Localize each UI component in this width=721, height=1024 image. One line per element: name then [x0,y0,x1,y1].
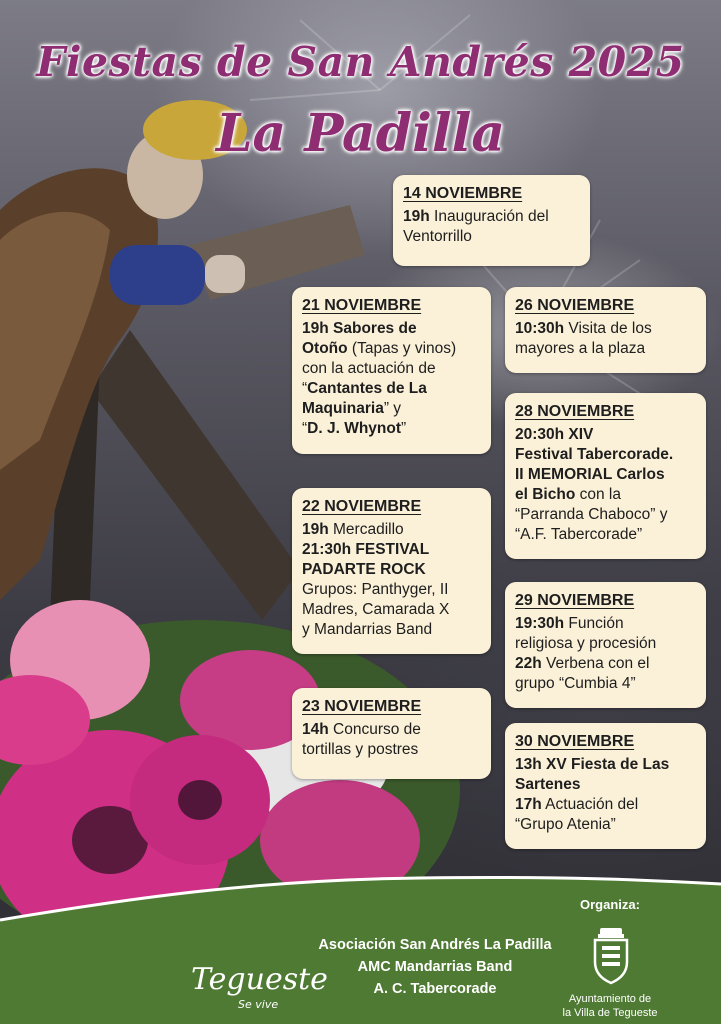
event-line [302,580,481,600]
event-card-29-noviembre [505,582,706,708]
event-line [515,445,696,465]
event-line [403,207,580,227]
event-text: (Tapas y vinos) [347,340,457,357]
event-date: 29 NOVIEMBRE [515,592,635,609]
event-text: y Mandarrias Band [302,621,433,638]
event-card-22-noviembre [292,488,491,654]
event-date: 26 NOVIEMBRE [515,297,635,314]
event-text: Festival Tabercorade. [515,446,674,463]
event-line [515,795,696,815]
organizer-name: AMC Mandarrias Band [357,959,513,975]
organiza-label: Organiza: [580,897,640,912]
event-card-21-noviembre [292,287,491,454]
event-text: PADARTE ROCK [302,561,426,578]
event-date: 14 NOVIEMBRE [403,185,523,202]
event-text: con la [575,486,621,503]
event-line [515,674,696,694]
event-text: Actuación del [541,796,639,813]
event-text: 19h Sabores de [302,320,417,337]
organizer-name: A. C. Tabercorade [373,981,497,997]
poster-subtitle: La Padilla [215,103,506,164]
event-date: 23 NOVIEMBRE [302,698,422,715]
event-line [515,425,696,445]
event-card-26-noviembre [505,287,706,373]
event-text: tortillas y postres [302,741,419,758]
event-text: Verbena con el [541,655,650,672]
poster-title: Fiestas de San Andrés 2025 [36,38,685,86]
tegueste-slogan: Se vive [238,998,279,1011]
tegueste-logo-text: Tegueste [191,962,328,997]
event-text: 13h XV Fiesta de Las [515,756,670,773]
event-text: Mercadillo [328,521,404,538]
event-text: “Parranda Chaboco” y [515,506,668,523]
event-date: 30 NOVIEMBRE [515,733,635,750]
event-line [515,755,696,775]
event-card-30-noviembre [505,723,706,849]
event-text: Madres, Camarada X [302,601,450,618]
event-card-28-noviembre [505,393,706,559]
event-line [515,815,696,835]
event-text: grupo “Cumbia 4” [515,675,636,692]
event-text: Cantantes de La [307,380,427,397]
event-text: 10:30h [515,320,565,337]
coat-of-arms-icon [590,926,632,986]
event-text: 14h [302,721,329,738]
event-text: 19:30h [515,615,565,632]
council-name: Ayuntamiento de [568,993,652,1005]
event-text: Visita de los [564,320,652,337]
event-date: 22 NOVIEMBRE [302,498,422,515]
council-name: la Villa de Tegueste [562,1007,658,1019]
event-text: 17h [515,796,542,813]
event-card-23-noviembre [292,688,491,779]
event-text: “Grupo Atenia” [515,816,616,833]
event-text: religiosa y procesión [515,635,657,652]
event-text: Grupos: Panthyger, II [302,581,449,598]
event-line [515,485,696,505]
event-text: 21:30h FESTIVAL [302,541,430,558]
event-text: con la actuación de [302,360,436,377]
event-line [302,740,481,760]
event-text: “ [302,380,308,397]
event-text: 22h [515,655,542,672]
event-text: D. J. Whynot [307,420,402,437]
event-line [302,560,481,580]
event-line [515,339,696,359]
event-line [302,520,481,540]
event-line [515,505,696,525]
event-text: Ventorrillo [403,228,472,245]
event-text: “ [302,420,308,437]
event-text: “A.F. Tabercorade” [515,526,643,543]
event-line [302,419,481,439]
event-line [515,614,696,634]
event-line [515,634,696,654]
event-card-14-noviembre [393,175,590,266]
event-date: 28 NOVIEMBRE [515,403,635,420]
event-line [515,465,696,485]
event-text: 19h [403,208,430,225]
event-line [302,620,481,640]
event-text: mayores a la plaza [515,340,646,357]
event-line [302,319,481,339]
event-line [302,359,481,379]
event-line [302,399,481,419]
event-line [302,540,481,560]
event-line [302,600,481,620]
event-text: Concurso de [328,721,421,738]
event-date: 21 NOVIEMBRE [302,297,422,314]
event-line [515,319,696,339]
event-line [302,720,481,740]
organizer-name: Asociación San Andrés La Padilla [318,937,552,953]
event-text: Otoño [302,340,348,357]
event-line [515,654,696,674]
event-text: 20:30h XIV [515,426,594,443]
event-text: ” [401,420,407,437]
event-line [302,339,481,359]
event-line [302,379,481,399]
event-text: II MEMORIAL Carlos [515,466,665,483]
event-text: Inauguración del [429,208,549,225]
event-text: 19h [302,521,329,538]
event-text: ” y [383,400,402,417]
event-text: Maquinaria [302,400,384,417]
event-line [515,525,696,545]
event-text: Sartenes [515,776,581,793]
event-text: Función [564,615,624,632]
event-line [515,775,696,795]
event-line [403,227,580,247]
event-text: el Bicho [515,486,576,503]
